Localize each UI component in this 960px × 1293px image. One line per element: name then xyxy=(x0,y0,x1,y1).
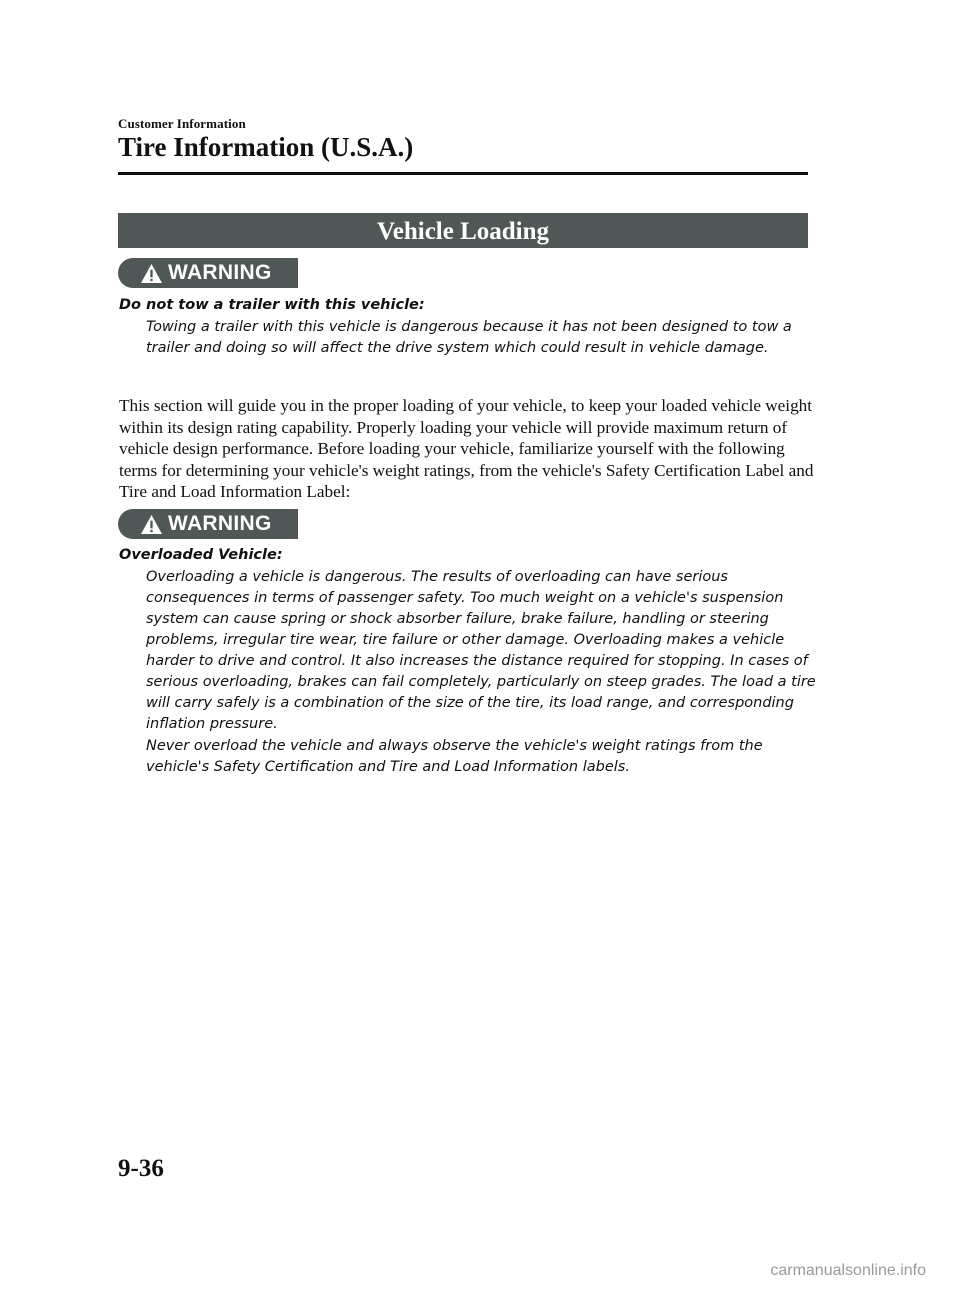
warning-badge xyxy=(118,509,298,539)
page-title: Tire Information (U.S.A.) xyxy=(118,132,414,162)
warning-text-continued: Never overload the vehicle and always observe the vehicle's weight ratings from the vehicle's Safety Certification and Tire and Load Information labels. xyxy=(146,738,763,775)
warning-badge xyxy=(118,258,298,288)
warning-triangle-icon xyxy=(140,514,163,535)
warning-title: Overloaded Vehicle: xyxy=(119,547,283,563)
page-number: 9-36 xyxy=(118,1155,164,1182)
warning-badge-label: WARNING xyxy=(168,261,272,284)
watermark-link[interactable]: carmanualsonline.info xyxy=(770,1262,926,1279)
warning-block-overloaded xyxy=(119,545,819,778)
warning-triangle-icon xyxy=(140,263,163,284)
section-heading: Vehicle Loading xyxy=(118,213,808,248)
warning-text: Towing a trailer with this vehicle is dangerous because it has not been designed to tow a trailer and doing so will affect the drive system which could result in vehicle damage. xyxy=(146,319,792,356)
warning-block-trailer xyxy=(119,295,819,359)
warning-text: Overloading a vehicle is dangerous. The results of overloading can have serious consequences in terms of passenger safety. Too much weight on a vehicle's suspension system can cause spring or shock absorber failure, brake failure, handling or steering problems, irregular tire wear, tire failure or other damage. Overloading makes a vehicle harder to drive and control. It also increases the distance required for stopping. In cases of serious overloading, brakes can fail completely, particularly on steep grades. The load a tire will carry safely is a combination of the size of the tire, its load range, and corresponding inflation pressure. xyxy=(146,569,816,732)
body-paragraph: This section will guide you in the proper loading of your vehicle, to keep your loaded vehicle weight within its design rating capability. Properly loading your vehicle will provide maximum return of vehicle design performance. Before loading your vehicle, familiarize yourself with the following terms for determining your vehicle's weight ratings, from the vehicle's Safety Certification Label and Tire and Load Information Label: xyxy=(119,396,814,501)
warning-title: Do not tow a trailer with this vehicle: xyxy=(119,297,425,313)
title-rule xyxy=(118,172,808,175)
section-label: Customer Information xyxy=(118,116,246,131)
warning-badge-label: WARNING xyxy=(168,512,272,535)
